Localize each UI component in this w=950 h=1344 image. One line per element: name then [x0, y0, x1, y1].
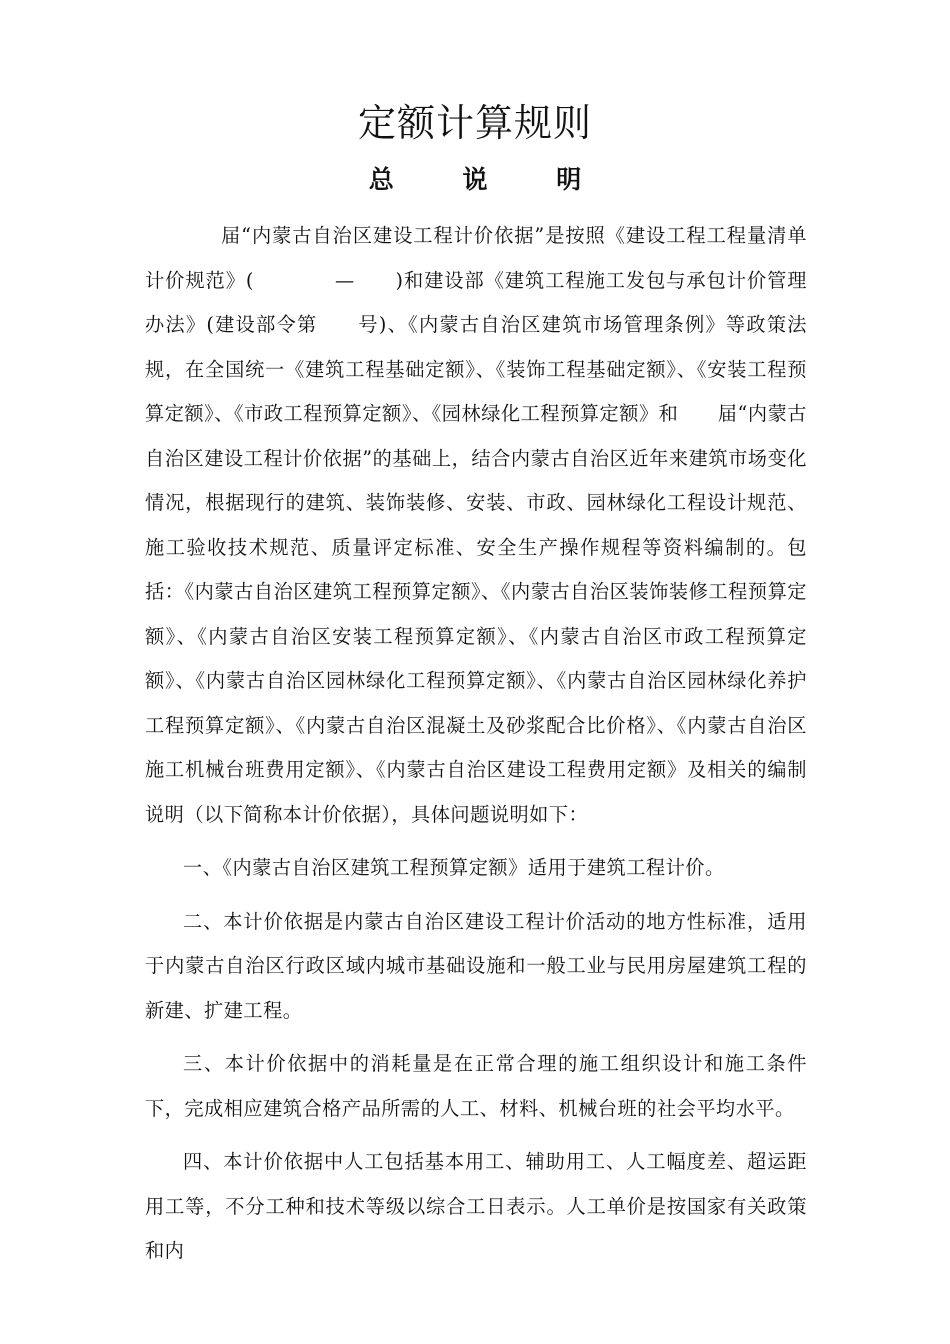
- paragraph-item-1: 一、《内蒙古自治区建筑工程预算定额》适用于建筑工程计价。: [183, 856, 725, 879]
- document-subtitle: 总 说 明: [368, 165, 612, 194]
- paragraph-item-3: 三、本计价依据中的消耗量是在正常合理的施工组织设计和施工条件下，完成相应建筑合格产品所需的人工、材料、机械台班的社会平均水平。: [145, 1052, 807, 1120]
- paragraph-item-4: 四、本计价依据中人工包括基本用工、辅助用工、人工幅度差、超运距用工等，不分工种和技术等级以综合工日表示。人工单价是按国家有关政策和内: [145, 1150, 807, 1262]
- document-body: [145, 214, 807, 1274]
- paragraph-intro: 届“内蒙古自治区建设工程计价依据”是按照《建设工程工程量清单计价规范》( — )和建设部《建筑工程施工发包与承包计价管理办法》(建设部令第 号)、《内蒙古自治区建筑市场管理条例》等政策法规，在全国统一《建筑工程基础定额》、《装饰工程基础定额》、《安装工程预算定额》、《市政工程预算定额》、《园林绿化工程预算定额》和 届“内蒙古自治区建设工程计价依据”的基础上，结合内蒙古自治区近年来建筑市场变化情况，根据现行的建筑、装饰装修、安装、市政、园林绿化工程设计规范、施工验收技术规范、质量评定标准、安全生产操作规程等资料编制的。包括：《内蒙古自治区建筑工程预算定额》、《内蒙古自治区装饰装修工程预算定额》、《内蒙古自治区安装工程预算定额》、《内蒙古自治区市政工程预算定额》、《内蒙古自治区园林绿化工程预算定额》、《内蒙古自治区园林绿化养护工程预算定额》、《内蒙古自治区混凝土及砂浆配合比价格》、《内蒙古自治区施工机械台班费用定额》、《内蒙古自治区建设工程费用定额》及相关的编制说明（以下简称本计价依据），具体问题说明如下：: [145, 224, 807, 826]
- document-title: 定额计算规则: [357, 101, 592, 145]
- paragraph-item-2: 二、本计价依据是内蒙古自治区建设工程计价活动的地方性标准，适用于内蒙古自治区行政区域内城市基础设施和一般工业与民用房屋建筑工程的新建、扩建工程。: [145, 909, 807, 1022]
